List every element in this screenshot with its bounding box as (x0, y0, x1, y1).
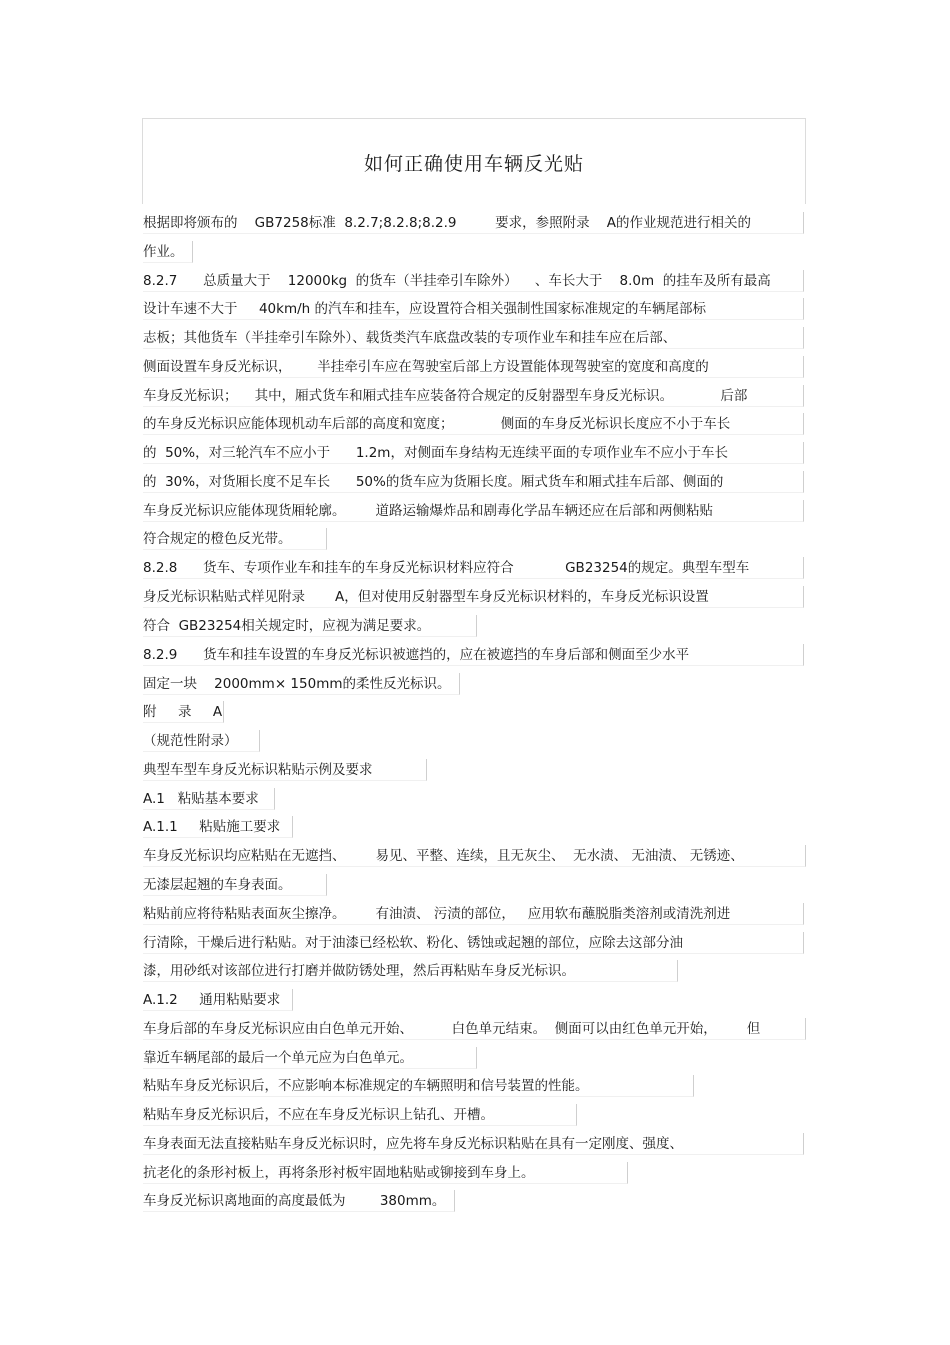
text-line: 固定一块 2000mm× 150mm的柔性反光标识。 (143, 673, 460, 695)
text-line: 车身反光标识离地面的高度最低为 380mm。 (143, 1190, 455, 1212)
text-line: 符合规定的橙色反光带。 (143, 528, 327, 550)
text-line: 8.2.9 货车和挂车设置的车身反光标识被遮挡的，应在被遮挡的车身后部和侧面至少水平 (143, 644, 804, 666)
text-line: 粘贴车身反光标识后，不应影响本标准规定的车辆照明和信号装置的性能。 (143, 1075, 694, 1097)
text-line: 身反光标识粘贴式样见附录 A，但对使用反射器型车身反光标识材料的，车身反光标识设置 (143, 586, 804, 608)
text-line: 附 录 A (143, 701, 224, 723)
text-line: 车身表面无法直接粘贴车身反光标识时，应先将车身反光标识粘贴在具有一定刚度、强度、 (143, 1133, 804, 1155)
text-line: 作业。 (143, 241, 193, 263)
text-line: 的 50%，对三轮汽车不应小于 1.2m，对侧面车身结构无连续平面的专项作业车不应小于车长 (143, 442, 804, 464)
text-line: 设计车速不大于 40km/h 的汽车和挂车，应设置符合相关强制性国家标准规定的车辆尾部标 (143, 298, 804, 320)
text-line: 漆，用砂纸对该部位进行打磨并做防锈处理，然后再粘贴车身反光标识。 (143, 960, 678, 982)
text-line: 靠近车辆尾部的最后一个单元应为白色单元。 (143, 1047, 477, 1069)
text-line: 无漆层起翘的车身表面。 (143, 874, 327, 896)
text-line: 抗老化的条形衬板上，再将条形衬板牢固地粘贴或铆接到车身上。 (143, 1162, 628, 1184)
text-line: 行清除，干燥后进行粘贴。对于油漆已经松软、粉化、锈蚀或起翘的部位，应除去这部分油 (143, 932, 804, 954)
text-line: 粘贴前应将待粘贴表面灰尘擦净。 有油渍、 污渍的部位， 应用软布蘸脱脂类溶剂或清洗剂进 (143, 903, 804, 925)
text-line: 车身后部的车身反光标识应由白色单元开始、 白色单元结束。 侧面可以由红色单元开始， 但 (143, 1018, 806, 1040)
text-line: A.1.2 通用粘贴要求 (143, 989, 293, 1011)
text-line: A.1.1 粘贴施工要求 (143, 816, 293, 838)
text-line: 车身反光标识应能体现货厢轮廓。 道路运输爆炸品和剧毒化学品车辆还应在后部和两侧粘贴 (143, 500, 804, 522)
text-line: 车身反光标识均应粘贴在无遮挡、 易见、平整、连续，且无灰尘、 无水渍、 无油渍、 无锈迹、 (143, 845, 806, 867)
text-line: A.1 粘贴基本要求 (143, 788, 275, 810)
text-line: 志板；其他货车（半挂牵引车除外）、载货类汽车底盘改装的专项作业车和挂车应在后部、 (143, 327, 804, 349)
text-line: 侧面设置车身反光标识， 半挂牵引车应在驾驶室后部上方设置能体现驾驶室的宽度和高度的 (143, 356, 804, 378)
text-line: 典型车型车身反光标识粘贴示例及要求 (143, 759, 427, 781)
text-line: 的 30%，对货厢长度不足车长 50%的货车应为货厢长度。厢式货车和厢式挂车后部、侧面的 (143, 471, 804, 493)
text-line: 符合 GB23254相关规定时，应视为满足要求。 (143, 615, 477, 637)
text-line: 粘贴车身反光标识后，不应在车身反光标识上钻孔、开槽。 (143, 1104, 577, 1126)
text-line: （规范性附录） (143, 730, 260, 752)
title-box (142, 118, 806, 204)
text-line: 车身反光标识； 其中，厢式货车和厢式挂车应装备符合规定的反射器型车身反光标识。 后部 (143, 385, 804, 407)
text-line: 8.2.7 总质量大于 12000kg 的货车（半挂牵引车除外） 、车长大于 8.0m 的挂车及所有最高 (143, 270, 804, 292)
text-line: 8.2.8 货车、专项作业车和挂车的车身反光标识材料应符合 GB23254的规定。典型车型车 (143, 557, 804, 579)
document-title: 如何正确使用车辆反光贴 (363, 153, 584, 175)
text-line: 的车身反光标识应能体现机动车后部的高度和宽度； 侧面的车身反光标识长度应不小于车长 (143, 413, 804, 435)
text-line: 根据即将颁布的 GB7258标准 8.2.7;8.2.8;8.2.9 要求，参照附录 A的作业规范进行相关的 (143, 212, 804, 234)
